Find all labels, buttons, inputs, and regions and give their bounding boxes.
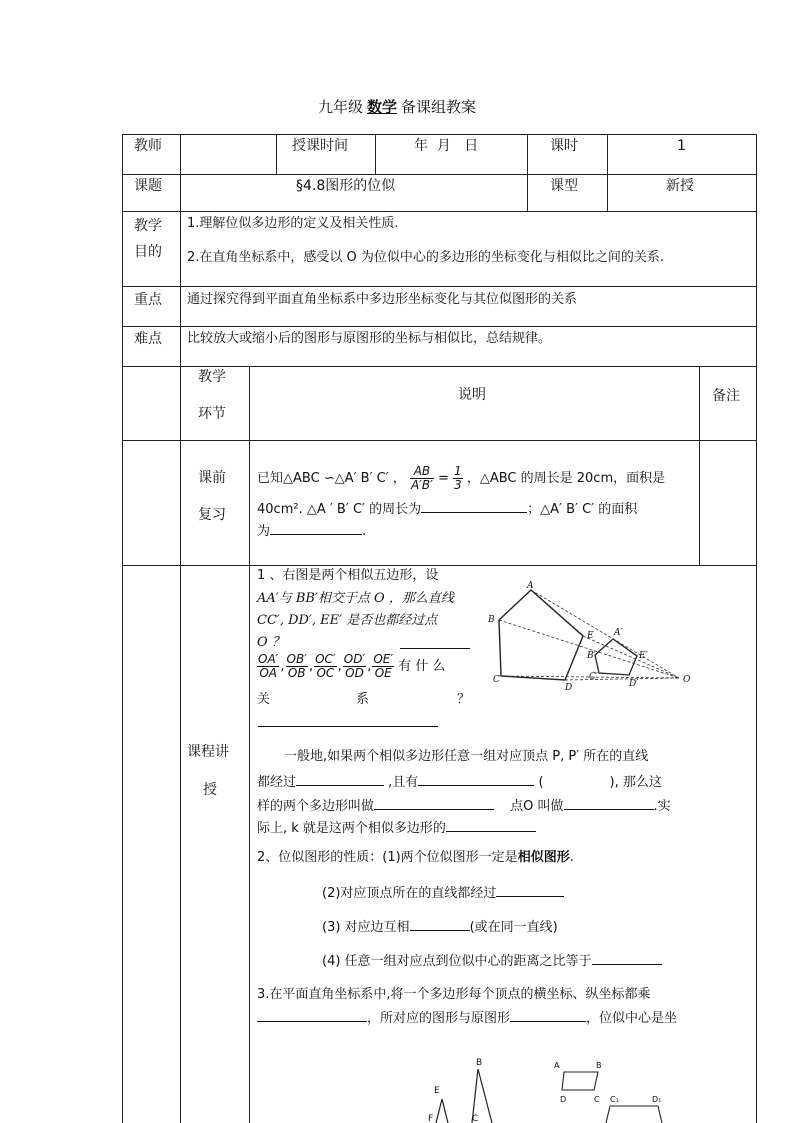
period-label: 课时 bbox=[550, 138, 578, 154]
blank-polygon-name[interactable] bbox=[374, 795, 494, 810]
ratio-fraction: $\frac{OE'}{OE}$ bbox=[373, 652, 394, 680]
q1-line-3: CC′, DD′, EE′ 是否也都经过点 bbox=[257, 613, 438, 628]
topic-value: §4.8图形的位似 bbox=[296, 178, 396, 194]
table-border-top bbox=[122, 134, 756, 135]
row-divider bbox=[122, 286, 756, 287]
lecture-label-2: 授 bbox=[203, 782, 217, 798]
figure-label: C bbox=[493, 675, 500, 685]
figure-label: C bbox=[472, 1114, 479, 1123]
property-2: (2)对应顶点所在的直线都经过 bbox=[322, 882, 564, 904]
ratio-fraction: $\frac{OB'}{OB}$ bbox=[286, 652, 307, 680]
large-pentagon bbox=[499, 590, 583, 680]
stage-header-1: 教学 bbox=[198, 369, 226, 385]
blank-passes-through[interactable] bbox=[296, 771, 384, 786]
figure-label: F bbox=[428, 1114, 434, 1123]
col-divider bbox=[180, 366, 181, 1123]
figure-label: D₁ bbox=[652, 1095, 662, 1104]
review-line-1: 已知△ABC ∽△A′ B′ C′ ， $\frac{AB}{A'B'}$ = $\frac{1}{3}$ ，△ABC 的周长是 20cm，面积是 bbox=[257, 464, 666, 492]
figure-label: D bbox=[565, 683, 573, 693]
row-divider bbox=[122, 211, 756, 212]
goal-item-1: 1.理解位似多边形的定义及相关性质. bbox=[187, 216, 399, 231]
row-divider bbox=[122, 174, 756, 175]
col-divider bbox=[276, 134, 277, 174]
blank-prop-2[interactable] bbox=[496, 882, 564, 897]
figure-label: C₁ bbox=[610, 1095, 619, 1104]
q3-line-2: ，所对应的图形与原图形 ，位似中心是坐 bbox=[257, 1007, 677, 1029]
review-label-1: 课前 bbox=[198, 470, 226, 486]
blank-prop-3[interactable] bbox=[410, 916, 470, 931]
q1-relation-blank[interactable] bbox=[258, 712, 438, 727]
lecture-label-1: 课程讲 bbox=[187, 744, 229, 760]
col-divider bbox=[375, 134, 376, 174]
q1-answer-blank[interactable] bbox=[400, 634, 470, 649]
figure-label: B bbox=[476, 1058, 483, 1068]
time-label: 授课时间 bbox=[292, 138, 348, 154]
definition-line-1: 一般地,如果两个相似多边形任意一组对应顶点 P, P′ 所在的直线 bbox=[284, 749, 649, 764]
col-divider bbox=[527, 134, 528, 211]
ratio-fraction: $\frac{OD'}{OD}$ bbox=[343, 652, 366, 680]
q3-line-1: 3.在平面直角坐标系中,将一个多边形每个顶点的横坐标、纵坐标都乘 bbox=[257, 987, 651, 1002]
remark-header: 备注 bbox=[712, 388, 740, 404]
definition-line-3: 样的两个多边形叫做 点O 叫做 .实 bbox=[257, 795, 671, 817]
figure-label: A′ bbox=[614, 628, 623, 638]
col-divider bbox=[180, 134, 181, 366]
period-value: 1 bbox=[677, 138, 686, 154]
q1-line-2: AA′与 BB′相交于点 O ，那么直线 bbox=[257, 591, 454, 606]
row-divider bbox=[122, 565, 756, 566]
triangle-figure bbox=[420, 1055, 540, 1123]
review-line-2: 40cm². △A ′ B′ C′ 的周长为 ；△A′ B′ C′ 的面积 bbox=[257, 498, 637, 520]
similar-pentagons-figure bbox=[483, 578, 697, 696]
blank-ratio[interactable] bbox=[418, 771, 534, 786]
definition-line-4: 际上, k 就是这两个相似多边形的 bbox=[257, 817, 536, 839]
row-divider bbox=[122, 326, 756, 327]
q1-line-4: O ？ bbox=[257, 635, 285, 650]
stage-header-2: 环节 bbox=[198, 406, 226, 422]
type-value: 新授 bbox=[666, 178, 694, 194]
figure-label: E′ bbox=[639, 651, 648, 661]
blank-ratio-name[interactable] bbox=[446, 817, 536, 832]
topic-label: 课题 bbox=[134, 178, 162, 194]
property-3: (3) 对应边互相 (或在同一直线) bbox=[322, 916, 558, 938]
figure-label: D bbox=[560, 1095, 567, 1104]
figure-label: A bbox=[554, 1061, 560, 1070]
teacher-label: 教师 bbox=[134, 138, 162, 154]
trapezoid-figure bbox=[550, 1058, 670, 1123]
key-point-label: 重点 bbox=[134, 292, 162, 308]
blank-center-name[interactable] bbox=[564, 795, 654, 810]
page-title: 九年级 数学 备课组教案 bbox=[317, 98, 477, 116]
difficulty-text: 比较放大或缩小后的图形与原图形的坐标与相似比，总结规律。 bbox=[187, 331, 552, 346]
property-4: (4) 任意一组对应点到位似中心的距离之比等于 bbox=[322, 950, 662, 972]
col-divider bbox=[607, 134, 608, 211]
table-border-right bbox=[756, 134, 757, 1123]
desc-header: 说明 bbox=[458, 387, 486, 403]
key-point-text: 通过探究得到平面直角坐标系中多边形坐标变化与其位似图形的关系 bbox=[187, 292, 578, 307]
review-line-3: 为 . bbox=[257, 520, 366, 542]
figure-label: B bbox=[488, 615, 495, 625]
figure-label: C bbox=[594, 1095, 600, 1104]
figure-label: A bbox=[527, 581, 534, 591]
figure-label: B bbox=[596, 1061, 602, 1070]
col-divider bbox=[699, 366, 700, 565]
table-border-left bbox=[122, 134, 123, 1123]
blank-prop-4[interactable] bbox=[592, 950, 662, 965]
ratio-fraction: $\frac{OC'}{OC}$ bbox=[315, 652, 336, 680]
date-text: 年 月 日 bbox=[414, 138, 479, 154]
ab-ratio-fraction: $\frac{AB}{A'B'}$ bbox=[410, 464, 433, 492]
q1-line-1: 1 、右图是两个相似五边形，设 bbox=[257, 568, 439, 583]
one-third-fraction: $\frac{1}{3}$ bbox=[454, 464, 462, 492]
difficulty-label: 难点 bbox=[134, 331, 162, 347]
blank-relation[interactable] bbox=[510, 1007, 586, 1022]
q1-fraction-row: $\frac{OA'}{OA}$ , $\frac{OB'}{OB}$ , $\frac{OC'}{OC}$ , $\frac{OD'}{OD}$ , $\frac{OE'}{OE}$ 有 什 么 bbox=[258, 652, 446, 680]
goal-item-2: 2.在直角坐标系中，感受以 O 为位似中心的多边形的坐标变化与相似比之间的关系. bbox=[187, 250, 665, 265]
col-divider bbox=[249, 366, 250, 1123]
type-label: 课型 bbox=[550, 178, 578, 194]
blank-multiplier[interactable] bbox=[257, 1007, 367, 1022]
goals-label-2: 目的 bbox=[134, 244, 162, 260]
figure-label: E bbox=[587, 631, 594, 641]
area-blank[interactable] bbox=[270, 520, 362, 535]
goals-label-1: 教学 bbox=[134, 218, 162, 234]
figure-label: C′ bbox=[589, 672, 598, 682]
q1-line-6: 关 bbox=[257, 692, 271, 707]
review-label-2: 复习 bbox=[198, 507, 226, 523]
figure-label: O bbox=[683, 675, 691, 685]
definition-line-2: 都经过 ,且有 ( ), 那么这 bbox=[257, 771, 662, 793]
figure-label: B′ bbox=[587, 651, 596, 661]
perimeter-blank[interactable] bbox=[421, 498, 527, 513]
figure-label: D′ bbox=[629, 679, 639, 689]
ratio-fraction: $\frac{OA'}{OA}$ bbox=[258, 652, 279, 680]
q1-line-6-c: ？ bbox=[457, 692, 471, 707]
q1-line-6-b: 系 bbox=[356, 692, 370, 707]
properties-title: 2、位似图形的性质：(1)两个位似图形一定是相似图形. bbox=[257, 850, 574, 865]
row-divider bbox=[122, 440, 756, 441]
figure-label: E bbox=[434, 1086, 440, 1096]
